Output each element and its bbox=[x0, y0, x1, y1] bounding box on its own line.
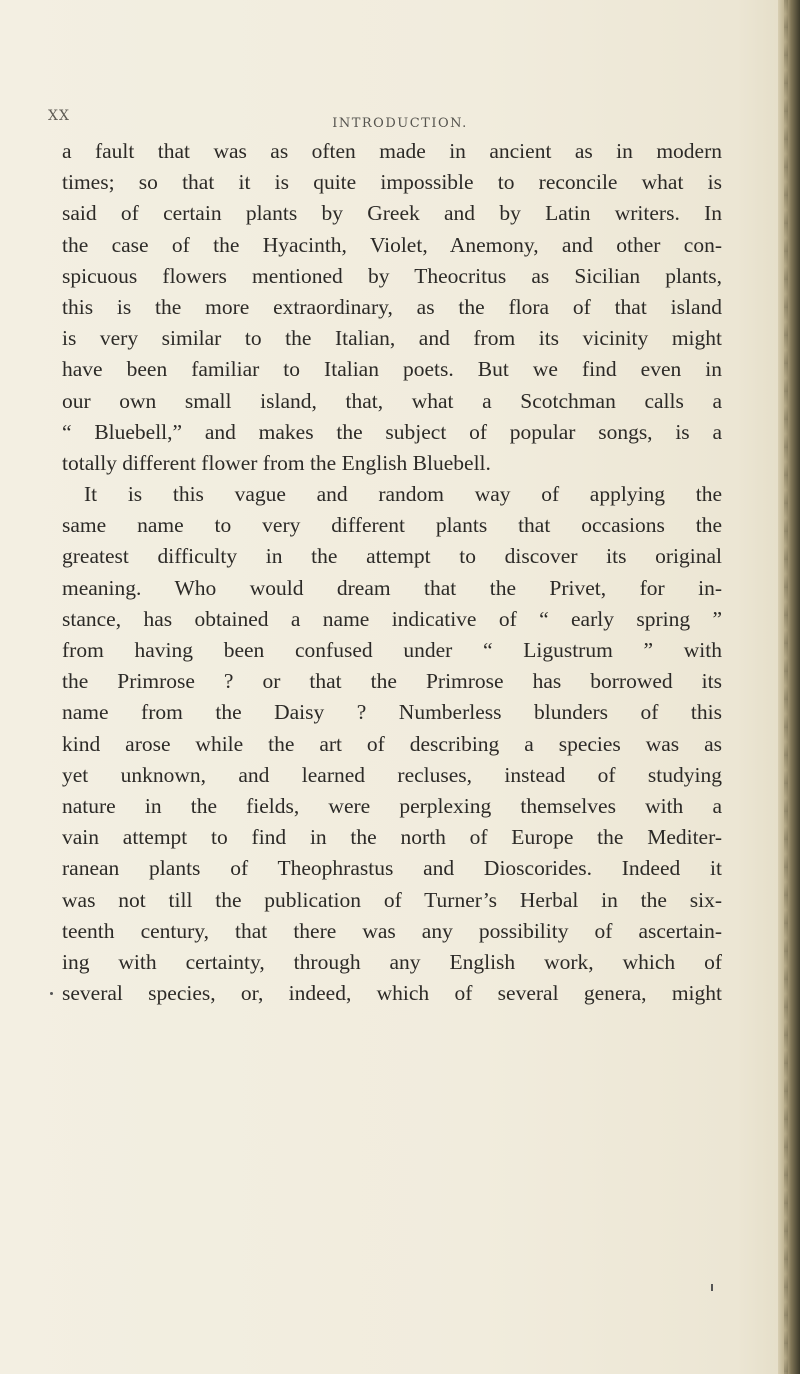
text-line: said of certain plants by Greek and by Latin writers. In bbox=[62, 201, 722, 226]
text-line: kind arose while the art of describing a species was as bbox=[62, 731, 722, 756]
text-line: totally different flower from the English Bluebell. bbox=[62, 450, 491, 475]
text-line: this is the more extraordinary, as the flora of that island bbox=[62, 294, 722, 319]
page-number: XX bbox=[48, 108, 70, 124]
text-line: times; so that it is quite impossible to reconcile what is bbox=[62, 170, 722, 195]
text-line: same name to very different plants that occasions the bbox=[62, 513, 722, 538]
text-line: our own small island, that, what a Scotchman calls a bbox=[62, 388, 722, 413]
text-line: from having been confused under “ Ligustrum ” with bbox=[62, 638, 722, 662]
text-line: was not till the publication of Turner’s Herbal in the six- bbox=[62, 887, 722, 912]
text-line: “ Bluebell,” and makes the subject of popular songs, is a bbox=[62, 419, 722, 444]
text-line: yet unknown, and learned recluses, instead of studying bbox=[62, 762, 722, 787]
text-line: the case of the Hyacinth, Violet, Anemony, and other con- bbox=[62, 232, 722, 257]
running-head: INTRODUCTION. bbox=[332, 116, 468, 131]
body-text bbox=[62, 136, 722, 1009]
text-line: the Primrose ? or that the Primrose has borrowed its bbox=[62, 669, 722, 694]
text-line: ing with certainty, through any English work, which of bbox=[62, 949, 722, 974]
ink-speck bbox=[711, 1284, 713, 1291]
text-line: stance, has obtained a name indicative of “ early spring ” bbox=[62, 606, 722, 631]
text-line: greatest difficulty in the attempt to discover its original bbox=[62, 544, 722, 569]
text-line: vain attempt to find in the north of Europe the Mediter- bbox=[62, 825, 722, 850]
text-line: is very similar to the Italian, and from its vicinity might bbox=[62, 326, 722, 351]
text-line: name from the Daisy ? Numberless blunders of this bbox=[62, 700, 722, 725]
text-line: have been familiar to Italian poets. But we find even in bbox=[62, 357, 722, 382]
text-line: a fault that was as often made in ancient as in modern bbox=[62, 139, 722, 163]
text-line: nature in the fields, were perplexing themselves with a bbox=[62, 793, 722, 818]
ink-speck bbox=[50, 992, 53, 995]
text-line: spicuous flowers mentioned by Theocritus as Sicilian plants, bbox=[62, 263, 722, 288]
text-line: teenth century, that there was any possibility of ascertain- bbox=[62, 918, 722, 943]
text-line: ranean plants of Theophrastus and Dioscorides. Indeed it bbox=[62, 856, 722, 881]
text-line: It is this vague and random way of applying the bbox=[84, 482, 722, 507]
text-line: meaning. Who would dream that the Privet, for in- bbox=[62, 575, 722, 600]
page-edge-shadow bbox=[778, 0, 800, 1374]
text-line: several species, or, indeed, which of several genera, might bbox=[62, 981, 722, 1006]
